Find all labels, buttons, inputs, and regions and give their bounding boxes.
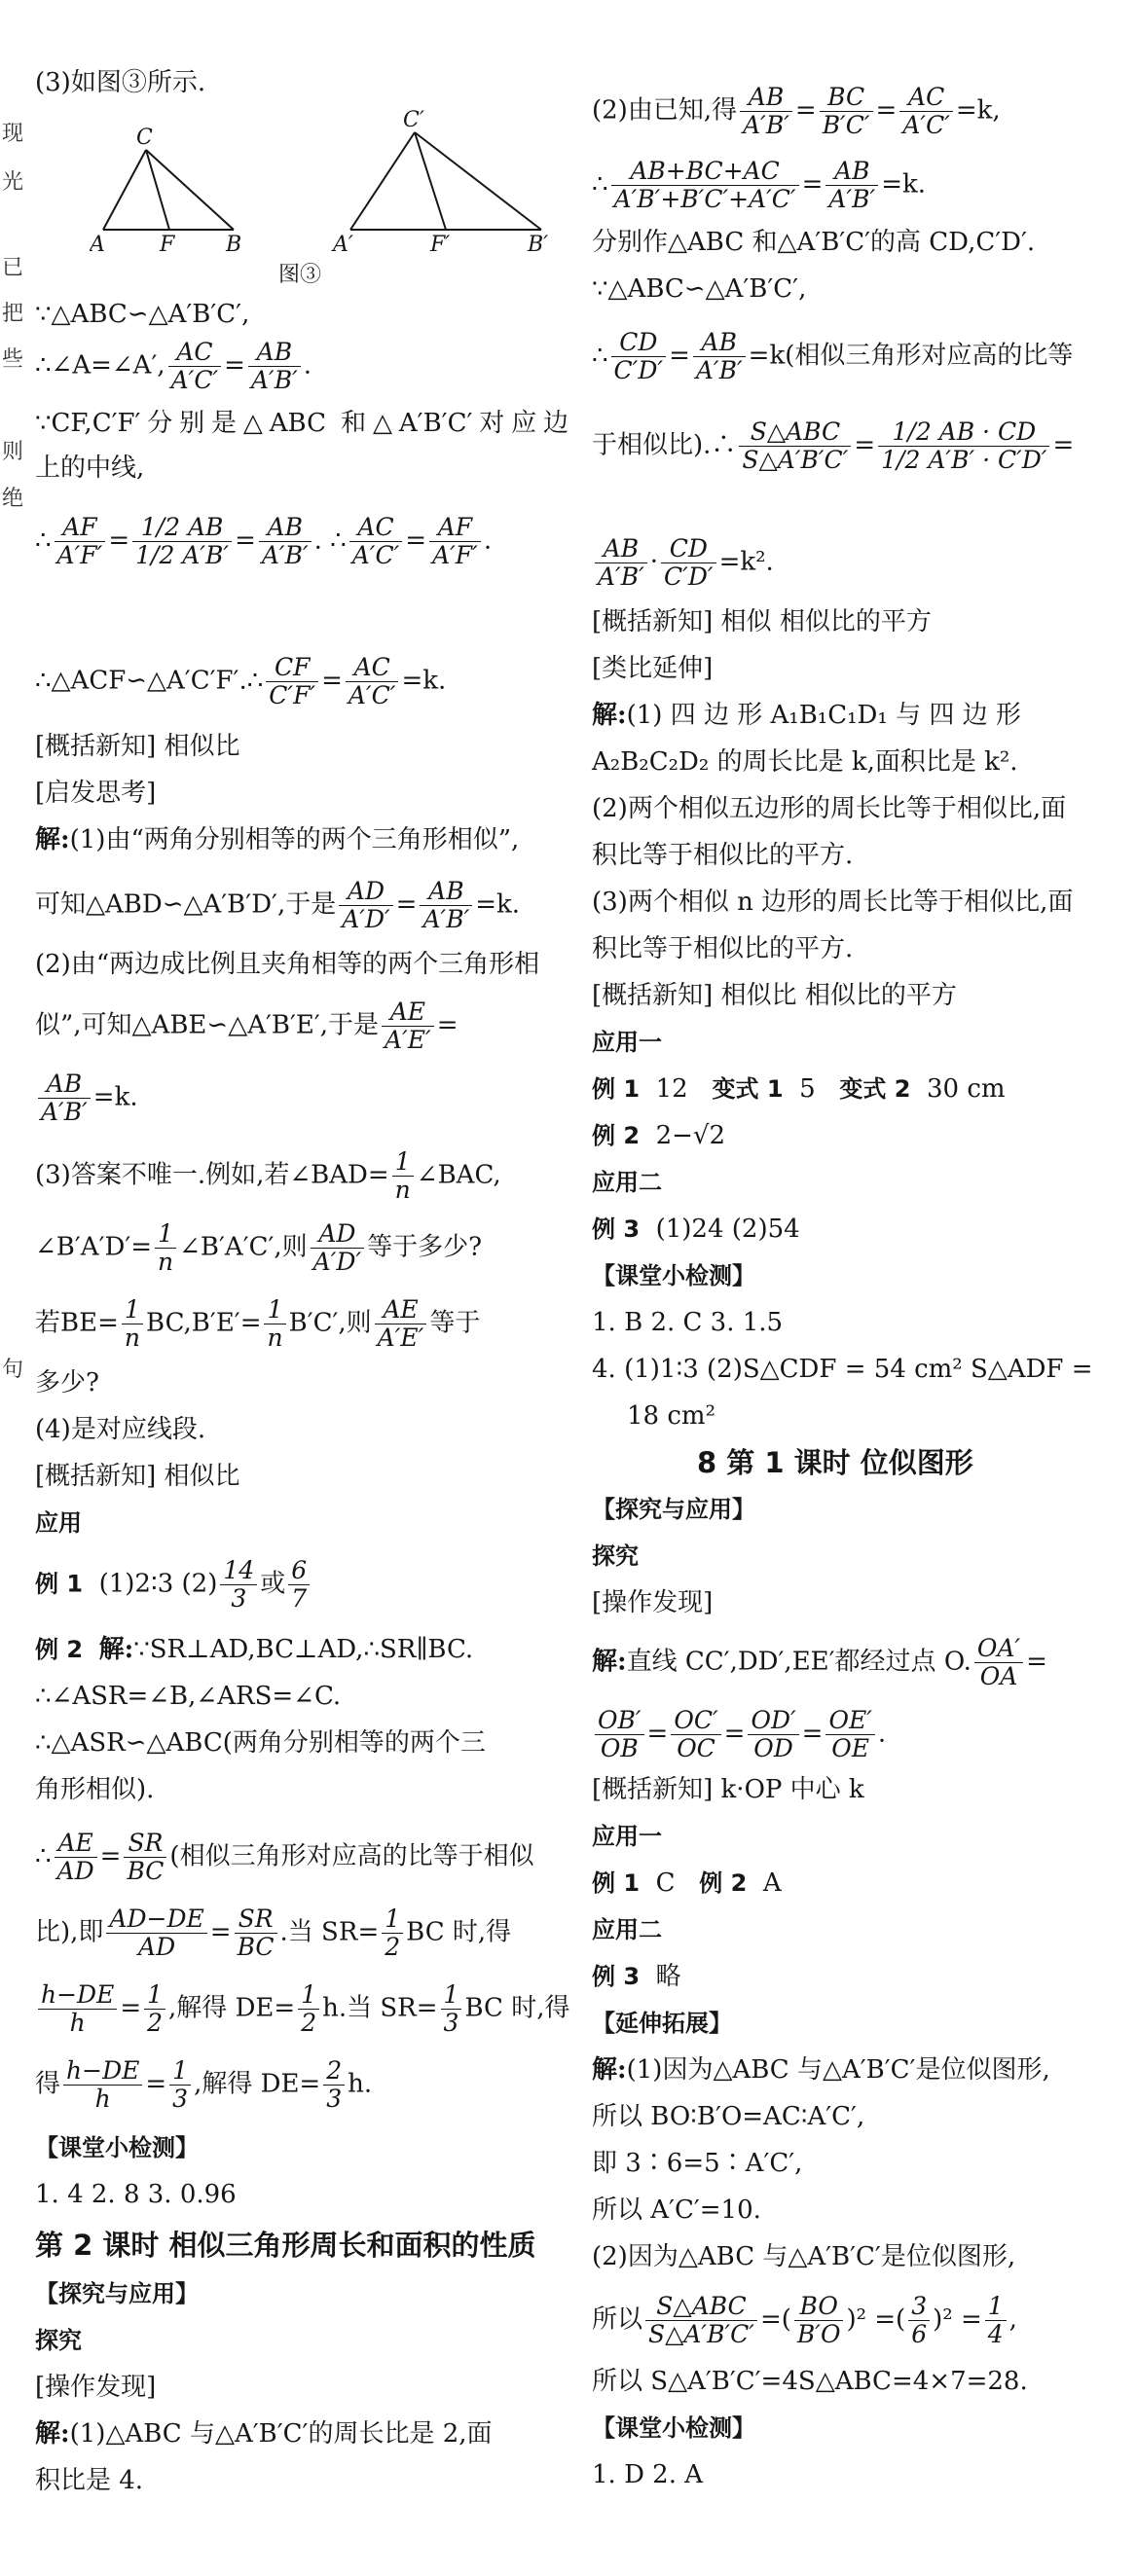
- vertex-label-A-prime: A′: [333, 233, 353, 251]
- section-heading: 应用一: [592, 1029, 662, 1056]
- math-line: 解:直线 CC′,DD′,EE′都经过点 O. $\frac{OA'}{OA}$ =: [592, 1634, 1047, 1690]
- math-line: $\frac{OB'}{OB}$ = $\frac{OC'}{OC}$ = $\frac{OD'}{OD}$ = $\frac{OE'}{OE}$ .: [592, 1707, 886, 1762]
- fraction: $\frac{BC}{B'C'}$: [820, 84, 873, 139]
- fraction: $\frac{h-DE}{h}$: [38, 1981, 117, 2037]
- text-line: [概括新知] 相似比: [35, 732, 240, 761]
- fraction: $\frac{AE}{A'E'}$: [382, 998, 434, 1054]
- math-line: 于相似比).∴ $\frac{\text{S△ABC}}{S\triangle A'B'C'}$ = $\frac{1/2 AB \cdot CD}{1/2 A'B' \cdot C'D'}$ =: [592, 417, 1075, 474]
- math-line: $\frac{AB}{A'B'}$ · $\frac{CD}{C'D'}$ =k².: [592, 535, 774, 591]
- vertex-label-B-prime: B′: [528, 233, 549, 251]
- vertex-label-F: F: [160, 233, 175, 251]
- answer-line: 18 cm²: [627, 1401, 715, 1431]
- fraction: $\frac{2}{3}$: [323, 2057, 345, 2113]
- math-line: $\frac{h-DE}{h}$ = $\frac{1}{2}$ ,解得 DE= $\frac{1}{2}$ h.当 SR= $\frac{1}{3}$ BC 时,得: [35, 1981, 569, 2037]
- section-heading: 【探究与应用】: [592, 1496, 755, 1523]
- text-line: ∵△ABC∽△A′B′C′,: [592, 274, 807, 304]
- fraction: $\frac{CD}{C'D'}$: [611, 329, 667, 384]
- margin-char: 句: [2, 1358, 24, 1382]
- answer-line: 例 1 12 变式 1 5 变式 2 30 cm: [592, 1074, 1006, 1104]
- text-line: 1. 4 2. 8 3. 0.96: [35, 2180, 237, 2209]
- fraction: $\frac{AF}{A'F'}$: [55, 514, 106, 569]
- answer-line: 例 2 2−√2: [592, 1121, 726, 1150]
- math-line: (2)由已知,得 $\frac{AB}{A'B'}$ = $\frac{BC}{B'C'}$ = $\frac{AC}{A'C'}$ =k,: [592, 83, 1001, 139]
- fraction: $\frac{1}{n}$: [122, 1296, 143, 1352]
- text-line: ∵CF,C′F′分别是△ABC 和△A′B′C′对应边: [35, 409, 568, 438]
- text-line: (3)两个相似 n 边形的周长比等于相似比,面: [592, 888, 1074, 917]
- section-heading: 应用二: [592, 1916, 662, 1943]
- text-line: 解:(1)由“两角分别相等的两个三角形相似”,: [35, 825, 520, 854]
- vertex-label-B: B: [226, 233, 242, 251]
- text-line: 所以 BO∶B′O=AC∶A′C′,: [592, 2102, 865, 2131]
- answer-line: 例 3 (1)24 (2)54: [592, 1215, 800, 1244]
- fraction: $\frac{OC'}{OC}$: [671, 1707, 720, 1762]
- text-line: [概括新知] 相似比: [35, 1462, 240, 1491]
- fraction: $\frac{SR}{BC}$: [235, 1905, 277, 1961]
- fraction: $\frac{AC}{A'C'}$: [168, 339, 222, 394]
- text-line: (2)两个相似五边形的周长比等于相似比,面: [592, 794, 1067, 823]
- fraction: $\frac{OA'}{OA}$: [974, 1635, 1023, 1690]
- fraction: $\frac{AD}{A'D'}$: [339, 878, 392, 933]
- lesson-title: 第 2 课时 相似三角形周长和面积的性质: [35, 2229, 536, 2262]
- text-line: (2)因为△ABC 与△A′B′C′是位似图形,: [592, 2242, 1016, 2271]
- fraction: $\frac{1/2 AB \cdot CD}{1/2 A'B' \cdot C'D'}$: [878, 418, 1049, 474]
- text-line: 角形相似).: [35, 1775, 155, 1804]
- text-line: 所以 A′C′=10.: [592, 2195, 761, 2225]
- section-heading: 【课堂小检测】: [592, 1262, 755, 1289]
- math-line: ∴∠A=∠A′, $\frac{AC}{A'C'}$ = $\frac{AB}{A'B'}$ .: [35, 338, 312, 394]
- fraction: $\frac{OD'}{OD}$: [748, 1707, 798, 1762]
- fraction: $\frac{AB}{A'B'}$: [740, 84, 792, 139]
- margin-char: 现: [2, 122, 24, 146]
- margin-char: 已: [2, 256, 24, 280]
- answer-line: 例 3 略: [592, 1962, 681, 1991]
- fraction: $\frac{AC}{A'C'}$: [346, 654, 399, 709]
- fraction: $\frac{\text{S△ABC}}{S\triangle A'B'C'}$: [645, 2293, 757, 2348]
- text-line: (2)由“两边成比例且夹角相等的两个三角形相: [35, 950, 540, 979]
- fraction: $\frac{1}{2}$: [382, 1905, 403, 1961]
- fraction: $\frac{1}{n}$: [155, 1220, 176, 1276]
- text-line: 多少?: [35, 1368, 99, 1397]
- section-heading: 应用二: [592, 1169, 662, 1196]
- fraction: $\frac{1}{n}$: [264, 1296, 285, 1352]
- text-line: ∴∠ASR=∠B,∠ARS=∠C.: [35, 1682, 342, 1711]
- math-line: $\frac{AB}{A'B'}$ =k.: [35, 1070, 138, 1126]
- fraction: $\frac{14}{3}$: [220, 1557, 257, 1613]
- fraction: $\frac{1}{2}$: [298, 1981, 319, 2037]
- text-line: [类比延伸]: [592, 654, 714, 683]
- math-line: ∴ $\frac{AF}{A'F'}$ = $\frac{1/2 AB}{1/2 A'B'}$ = $\frac{AB}{A'B'}$ . ∴ $\frac{AC}{A'C'}$ = $\frac{AF}{A'F'}$ .: [35, 513, 493, 569]
- text-line: ∵△ABC∽△A′B′C′,: [35, 300, 250, 329]
- fraction: $\frac{CD}{C'D'}$: [661, 535, 716, 591]
- fraction: $\frac{SR}{BC}$: [124, 1830, 166, 1885]
- fraction: $\frac{AD}{A'D'}$: [311, 1220, 364, 1276]
- text-line: [启发思考]: [35, 779, 157, 808]
- fraction: $\frac{AB}{A'B'}$: [693, 329, 746, 384]
- section-heading: 【课堂小检测】: [592, 2414, 755, 2442]
- answer-line: 1. D 2. A: [592, 2460, 704, 2489]
- fraction: $\frac{AC}{A'C'}$: [349, 514, 403, 569]
- figure-caption: 图③: [278, 263, 322, 287]
- section-heading: 探究: [35, 2327, 82, 2354]
- math-line: 可知△ABD∽△A′B′D′,于是 $\frac{AD}{A'D'}$ = $\frac{AB}{A'B'}$ =k.: [35, 877, 521, 933]
- fraction: $\frac{1}{2}$: [144, 1981, 165, 2037]
- text-line: ∴△ASR∽△ABC(两角分别相等的两个三: [35, 1728, 486, 1758]
- vertex-label-A: A: [90, 233, 105, 251]
- fraction: $\frac{1}{3}$: [441, 1981, 462, 2037]
- fraction: $\frac{1}{4}$: [985, 2293, 1007, 2348]
- text-line: (3)如图③所示.: [35, 68, 206, 97]
- text-line: [概括新知] 相似比 相似比的平方: [592, 981, 957, 1010]
- math-line: ∠B′A′D′= $\frac{1}{n}$ ∠B′A′C′,则 $\frac{AD}{A'D'}$ 等于多少?: [35, 1219, 483, 1276]
- math-line: 似”,可知△ABE∽△A′B′E′,于是 $\frac{AE}{A'E'}$ =: [35, 998, 458, 1054]
- fraction: $\frac{6}{7}$: [288, 1557, 310, 1613]
- fraction: $\frac{AE}{AD}$: [55, 1830, 97, 1885]
- math-line: ∴ $\frac{AB+BC+AC}{A'B'+B'C'+A'C'}$ = $\frac{AB}{A'B'}$ =k.: [592, 157, 926, 213]
- fraction: $\frac{OE'}{OE}$: [825, 1707, 874, 1762]
- math-line: 例 1 (1)2∶3 (2) $\frac{14}{3}$ 或 $\frac{6}{7}$: [35, 1557, 312, 1613]
- math-line: ∴ $\frac{CD}{C'D'}$ = $\frac{AB}{A'B'}$ =k(相似三角形对应高的比等: [592, 328, 1074, 384]
- fraction: $\frac{AD-DE}{AD}$: [106, 1905, 206, 1961]
- fraction: $\frac{h-DE}{h}$: [63, 2057, 142, 2113]
- math-line: ∴△ACF∽△A′C′F′.∴ $\frac{CF}{C'F'}$ = $\frac{AC}{A'C'}$ =k.: [35, 653, 447, 709]
- text-line: [操作发现]: [35, 2373, 157, 2402]
- margin-char: 些: [2, 347, 24, 372]
- math-line: (3)答案不唯一.例如,若∠BAD= $\frac{1}{n}$ ∠BAC,: [35, 1147, 501, 1204]
- math-line: 比),即 $\frac{AD-DE}{AD}$ = $\frac{SR}{BC}$ .当 SR= $\frac{1}{2}$ BC 时,得: [35, 1905, 512, 1961]
- text-line: 上的中线,: [35, 454, 145, 483]
- answer-line: 例 1 C 例 2 A: [592, 1869, 782, 1898]
- text-line: 积比等于相似比的平方.: [592, 934, 854, 963]
- text-line: [操作发现]: [592, 1588, 714, 1617]
- lesson-title: 8 第 1 课时 位似图形: [697, 1446, 973, 1479]
- margin-char: 绝: [2, 487, 24, 511]
- text-line: 所以 S△A′B′C′=4S△ABC=4×7=28.: [592, 2367, 1028, 2396]
- fraction: $\frac{AE}{A'E'}$: [375, 1296, 427, 1352]
- math-line: 若BE= $\frac{1}{n}$ BC,B′E′= $\frac{1}{n}$ B′C′,则 $\frac{AE}{A'E'}$ 等于: [35, 1295, 481, 1352]
- text-line: 例 2 解:∵SR⊥AD,BC⊥AD,∴SR∥BC.: [35, 1635, 474, 1664]
- answer-line: 1. B 2. C 3. 1.5: [592, 1308, 784, 1337]
- fraction: $\frac{AB}{A'B'}$: [38, 1070, 91, 1126]
- section-heading: 应用一: [592, 1823, 662, 1850]
- math-line: ∴ $\frac{AE}{AD}$ = $\frac{SR}{BC}$ (相似三角形对应高的比等于相似: [35, 1829, 534, 1885]
- fraction: $\frac{3}{6}$: [908, 2293, 930, 2348]
- text-line: (4)是对应线段.: [35, 1415, 206, 1444]
- section-heading: 【探究与应用】: [35, 2280, 199, 2307]
- math-line: 所以 $\frac{\text{S△ABC}}{S\triangle A'B'C'}$ =( $\frac{BO}{B'O}$ )² =( $\frac{3}{6}$ )² = $\frac{1}{4}$ ,: [592, 2292, 1017, 2348]
- fraction: $\frac{1}{3}$: [169, 2057, 191, 2113]
- text-line: 积比是 4.: [35, 2466, 144, 2495]
- section-heading: 探究: [592, 1542, 639, 1570]
- vertex-label-C-prime: C′: [403, 108, 424, 132]
- margin-char: 把: [2, 302, 24, 326]
- fraction: $\frac{AF}{A'F'}$: [429, 514, 481, 569]
- fraction: $\frac{CF}{C'F'}$: [266, 654, 318, 709]
- fraction: $\frac{BO}{B'O}$: [794, 2293, 844, 2348]
- fraction: $\frac{AB}{A'B'}$: [420, 878, 472, 933]
- text-line: [概括新知] 相似 相似比的平方: [592, 607, 932, 636]
- fraction: $\frac{AB}{A'B'}$: [595, 535, 647, 591]
- fraction: $\frac{\text{S△ABC}}{S\triangle A'B'C'}$: [739, 418, 851, 474]
- margin-char: 光: [2, 170, 24, 195]
- text-line: [概括新知] k·OP 中心 k: [592, 1775, 864, 1804]
- margin-char: 则: [2, 440, 24, 464]
- text-line: 解:(1) 四 边 形 A₁B₁C₁D₁ 与 四 边 形: [592, 701, 1021, 730]
- answer-line: 4. (1)1∶3 (2)S△CDF = 54 cm² S△ADF =: [592, 1355, 1093, 1384]
- fraction: $\frac{AB}{A'B'}$: [259, 514, 312, 569]
- fraction: $\frac{AB}{A'B'}$: [825, 158, 878, 213]
- fraction: $\frac{AB}{A'B'}$: [248, 339, 301, 394]
- text-line: 解:(1)因为△ABC 与△A′B′C′是位似图形,: [592, 2055, 1050, 2085]
- vertex-label-C: C: [136, 126, 153, 150]
- fraction: $\frac{AC}{A'C'}$: [899, 84, 953, 139]
- math-line: 得 $\frac{h-DE}{h}$ = $\frac{1}{3}$ ,解得 DE= $\frac{2}{3}$ h.: [35, 2056, 373, 2113]
- section-heading: 应用: [35, 1509, 82, 1537]
- text-line: 即 3∶6=5∶A′C′,: [592, 2149, 803, 2178]
- text-line: 解:(1)△ABC 与△A′B′C′的周长比是 2,面: [35, 2419, 493, 2449]
- fraction: $\frac{OB'}{OB}$: [595, 1707, 644, 1762]
- fraction: $\frac{1}{n}$: [392, 1148, 414, 1204]
- vertex-label-F-prime: F′: [430, 233, 451, 251]
- section-heading: 【延伸拓展】: [592, 2010, 732, 2037]
- section-heading: 【课堂小检测】: [35, 2134, 199, 2161]
- triangle-figure: [90, 105, 557, 251]
- fraction: $\frac{1/2 AB}{1/2 A'B'}$: [132, 514, 232, 569]
- text-line: 积比等于相似比的平方.: [592, 841, 854, 870]
- text-line: A₂B₂C₂D₂ 的周长比是 k,面积比是 k².: [592, 747, 1018, 777]
- text-line: 分别作△ABC 和△A′B′C′的高 CD,C′D′.: [592, 228, 1036, 257]
- fraction: $\frac{AB+BC+AC}{A'B'+B'C'+A'C'}$: [611, 158, 799, 213]
